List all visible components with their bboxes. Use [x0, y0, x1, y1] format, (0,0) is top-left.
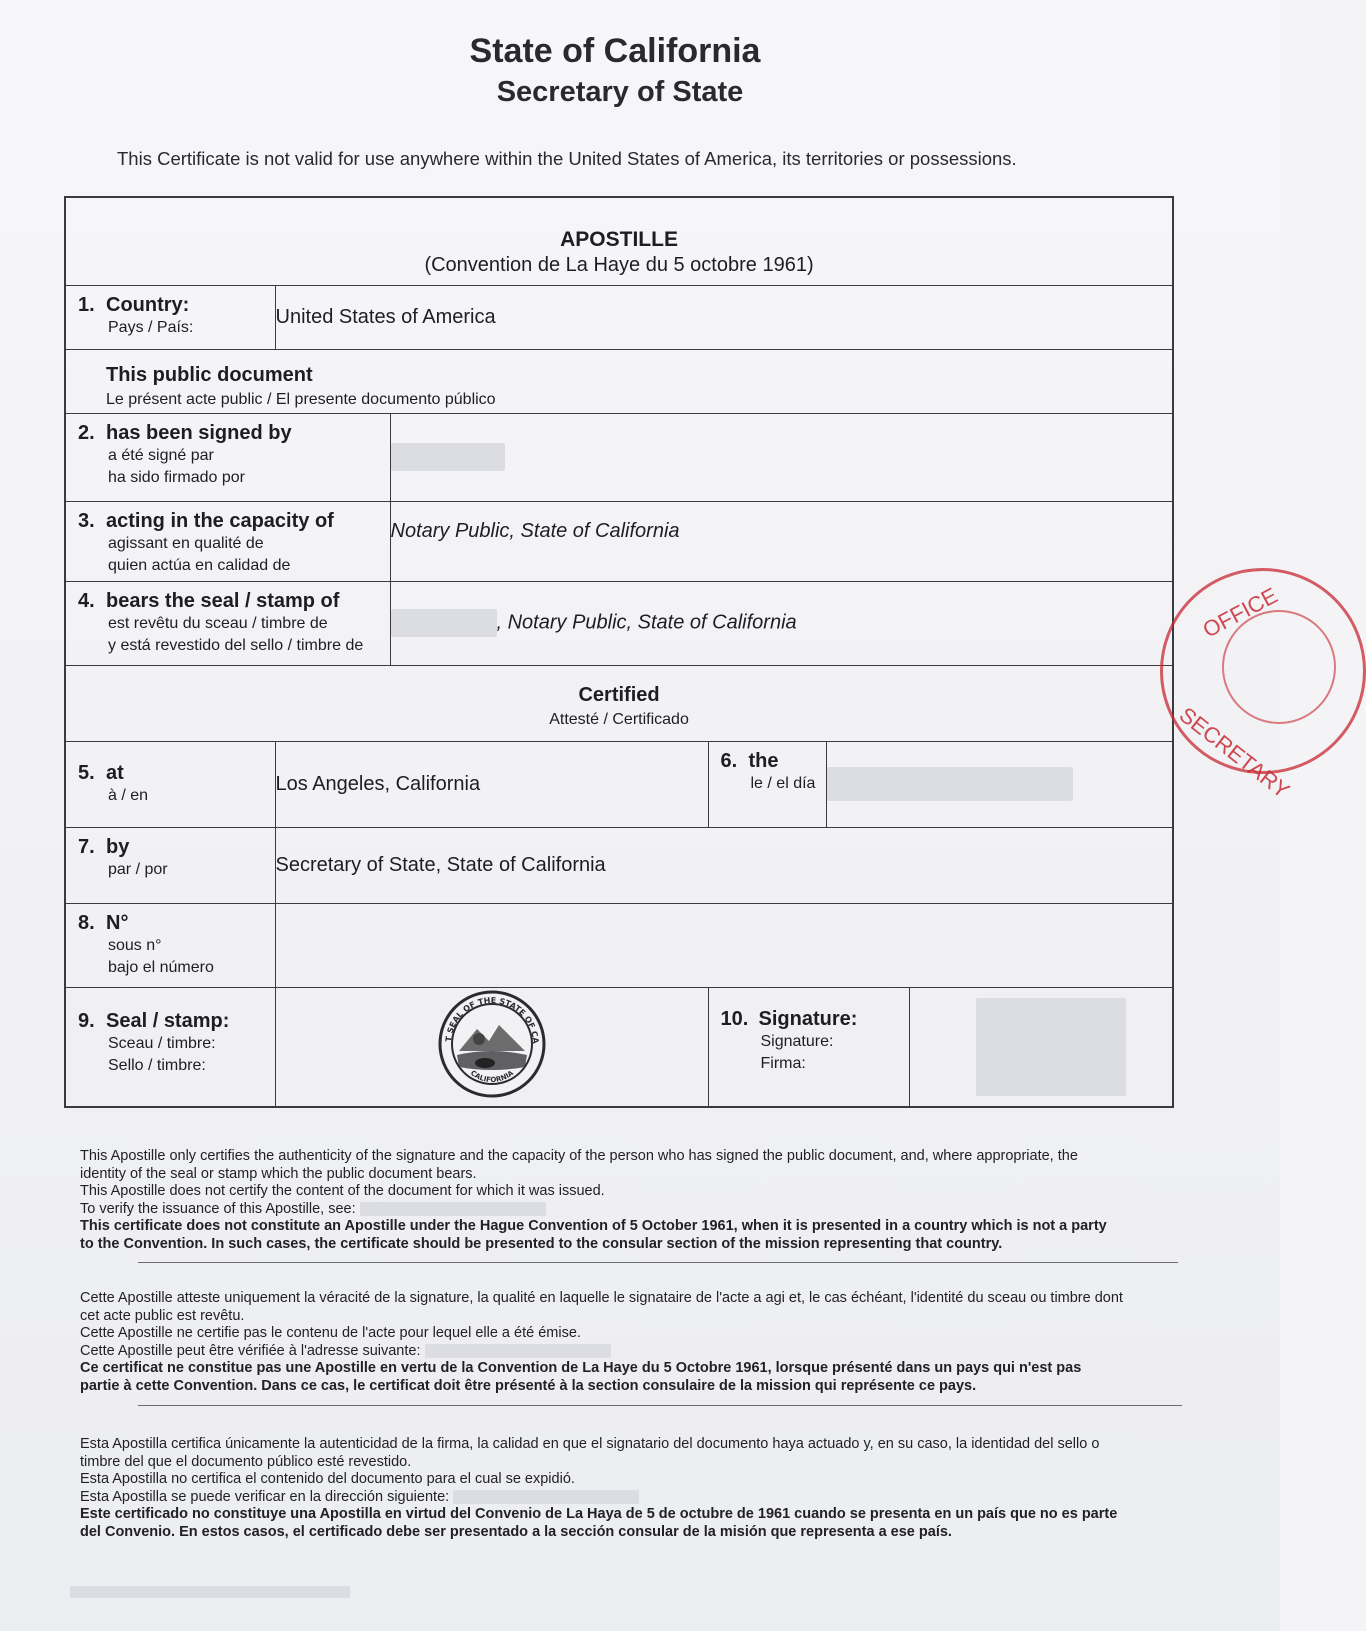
- seal-of-text: , Notary Public, State of California: [496, 611, 797, 634]
- at-value: Los Angeles, California: [275, 741, 708, 827]
- certified-label: Certified: [578, 683, 660, 706]
- signature-label-cell: [709, 988, 910, 1106]
- seal-sublabel-fr: Sceau / timbre:: [108, 1034, 216, 1052]
- field-number: 8.: [78, 911, 95, 934]
- note-line: Ce certificat ne constitue pas une Apostille en vertu de la Convention de La Haye du 5 Octobre 1961, lorsque présenté dans un pays qui n'est pas: [80, 1360, 1082, 1376]
- the-value: [826, 741, 1173, 827]
- field-number: 10.: [720, 1007, 749, 1030]
- note-line: timbre del que el documento público esté revestido.: [80, 1453, 412, 1470]
- note-line: This certificate does not constitute an Apostille under the Hague Convention of 5 October 1961, when it is presented in a country which is not a party: [80, 1218, 1107, 1234]
- signed-by-label: has been signed by: [106, 421, 292, 444]
- signed-by-sublabel-fr: a été signé par: [108, 446, 214, 464]
- public-document-row: [65, 349, 1173, 413]
- seal-of-value: [390, 581, 1173, 665]
- by-value: Secretary of State, State of California: [275, 827, 1173, 903]
- capacity-label: acting in the capacity of: [106, 509, 334, 532]
- redacted-name: [391, 443, 505, 471]
- field-number: 5.: [78, 761, 95, 784]
- at-label-cell: [65, 741, 275, 827]
- note-line: to the Convention. In such cases, the certificate should be presented to the consular section of the mission representing that country.: [80, 1235, 1003, 1252]
- verify-line: Esta Apostilla se puede verificar en la dirección siguiente:: [80, 1489, 1160, 1507]
- signed-by-sublabel-es: ha sido firmado por: [108, 468, 245, 486]
- svg-text:CALIFORNIA: CALIFORNIA: [468, 1069, 515, 1085]
- signed-by-value: [390, 413, 1173, 501]
- seal-label: Seal / stamp:: [106, 1009, 230, 1032]
- signature-value: [910, 988, 1173, 1106]
- signed-by-label-cell: [65, 413, 390, 501]
- number-label-cell: [65, 903, 275, 987]
- note-line: partie à cette Convention. Dans ce cas, le certificat doit être présenté à la section consulaire de la mission qui représente ce pays.: [80, 1377, 977, 1394]
- by-label: by: [106, 835, 130, 858]
- stamp-top-text: OFFICE: [1198, 582, 1282, 643]
- country-sublabel: Pays / País:: [108, 318, 194, 336]
- the-label: the: [748, 749, 779, 772]
- form-code: [70, 1584, 350, 1598]
- note-line: Este certificado no constituye una Apostilla en virtud del Convenio de La Haya de 5 de octubre de 1961 cuando se presenta en un país que no es parte: [80, 1506, 1118, 1522]
- number-sublabel-fr: sous n°: [108, 936, 162, 954]
- stamp-bottom-text: SECRETARY: [1174, 701, 1295, 804]
- seal-value: [275, 987, 708, 1107]
- redacted-signature: [976, 998, 1126, 1096]
- country-label: Country:: [106, 293, 190, 316]
- seal-of-label: bears the seal / stamp of: [106, 589, 340, 612]
- field-number: 1.: [78, 293, 95, 316]
- verify-line: To verify the issuance of this Apostille, see:: [80, 1201, 1160, 1219]
- notes-spanish: [80, 1436, 1160, 1541]
- signature-sublabel-fr: Signature:: [760, 1032, 834, 1050]
- note-line: identity of the seal or stamp which the public document bears.: [80, 1165, 477, 1182]
- page-title: State of California: [469, 32, 761, 70]
- public-document-label: This public document: [106, 363, 313, 386]
- page-subtitle: Secretary of State: [496, 76, 744, 108]
- signature-label: Signature:: [758, 1007, 858, 1030]
- note-line: This Apostille only certifies the authenticity of the signature and the capacity of the person who has signed the public document, and, where appropriate, the: [80, 1148, 1078, 1164]
- redacted-url: [425, 1344, 611, 1358]
- verify-line: Cette Apostille peut être vérifiée à l'adresse suivante:: [80, 1343, 1160, 1361]
- country-value: United States of America: [275, 285, 1173, 349]
- redacted-url: [453, 1490, 639, 1504]
- the-label-cell: [708, 741, 826, 827]
- apostille-form: [64, 196, 1172, 1136]
- field-number: 2.: [78, 421, 95, 444]
- redacted-form-number: [70, 1586, 350, 1598]
- the-sublabel: le / el día: [750, 774, 816, 792]
- certified-sublabel: Attesté / Certificado: [549, 710, 689, 728]
- note-line: Cette Apostille atteste uniquement la véracité de la signature, la qualité en laquelle le signataire de l'acte a agi et, le cas échéant, l'identité du sceau ou timbre dont: [80, 1290, 1123, 1306]
- divider: [138, 1405, 1182, 1406]
- signature-cell: [708, 987, 1173, 1107]
- convention-line: (Convention de La Haye du 5 octobre 1961): [424, 254, 814, 276]
- note-line: cet acte public est revêtu.: [80, 1307, 245, 1324]
- field-number: 9.: [78, 1009, 95, 1032]
- number-label: N°: [106, 911, 129, 934]
- capacity-value: Notary Public, State of California: [390, 501, 1173, 581]
- great-seal-of-california-icon: [437, 989, 547, 1099]
- at-label: at: [106, 761, 124, 784]
- by-sublabel: par / por: [108, 860, 168, 878]
- country-label-cell: [65, 285, 275, 349]
- public-document-sublabel: Le présent acte public / El presente documento público: [106, 390, 496, 408]
- capacity-sublabel-fr: agissant en qualité de: [108, 534, 264, 552]
- seal-label-cell: [65, 987, 275, 1107]
- apostille-heading: [65, 197, 1173, 285]
- note-line: del Convenio. En estos casos, el certificado debe ser presentado a la sección consular de la misión que representa a ese país.: [80, 1523, 952, 1540]
- note-line: Cette Apostille ne certifie pas le contenu de l'acte pour lequel elle a été émise.: [80, 1325, 581, 1341]
- number-value: [275, 903, 1173, 987]
- number-sublabel-es: bajo el número: [108, 958, 214, 976]
- svg-text:THE GREAT SEAL OF THE STATE OF: T SEAL OF THE STATE OF CA: [443, 996, 540, 1045]
- redacted-notary-name: [391, 609, 497, 637]
- at-sublabel: à / en: [108, 786, 149, 804]
- seal-of-sublabel-es: y está revestido del sello / timbre de: [108, 636, 364, 654]
- note-line: Esta Apostilla no certifica el contenido del documento para el cual se expidió.: [80, 1471, 575, 1487]
- field-number: 4.: [78, 589, 95, 612]
- notes-english: [80, 1148, 1160, 1253]
- redacted-url: [360, 1202, 546, 1216]
- validity-notice: This Certificate is not valid for use anywhere within the United States of America, its territories or possessions.: [117, 148, 1017, 169]
- note-line: Esta Apostilla certifica únicamente la autenticidad de la firma, la calidad en que el signatario del documento haya actuado y, en su caso, la identidad del sello o: [80, 1436, 1100, 1452]
- by-label-cell: [65, 827, 275, 903]
- note-line: This Apostille does not certify the content of the document for which it was issued.: [80, 1183, 605, 1199]
- notes-french: [80, 1290, 1160, 1395]
- seal-of-sublabel-fr: est revêtu du sceau / timbre de: [108, 614, 328, 632]
- field-number: 6.: [720, 749, 738, 772]
- divider: [138, 1262, 1178, 1263]
- field-number: 3.: [78, 509, 95, 532]
- certified-row: [65, 665, 1173, 741]
- redacted-date: [827, 767, 1073, 801]
- capacity-sublabel-es: quien actúa en calidad de: [108, 556, 291, 574]
- seal-sublabel-es: Sello / timbre:: [108, 1056, 206, 1074]
- apostille-title: APOSTILLE: [560, 228, 678, 251]
- signature-sublabel-es: Firma:: [760, 1054, 806, 1072]
- capacity-label-cell: [65, 501, 390, 581]
- field-number: 7.: [78, 835, 95, 858]
- seal-of-label-cell: [65, 581, 390, 665]
